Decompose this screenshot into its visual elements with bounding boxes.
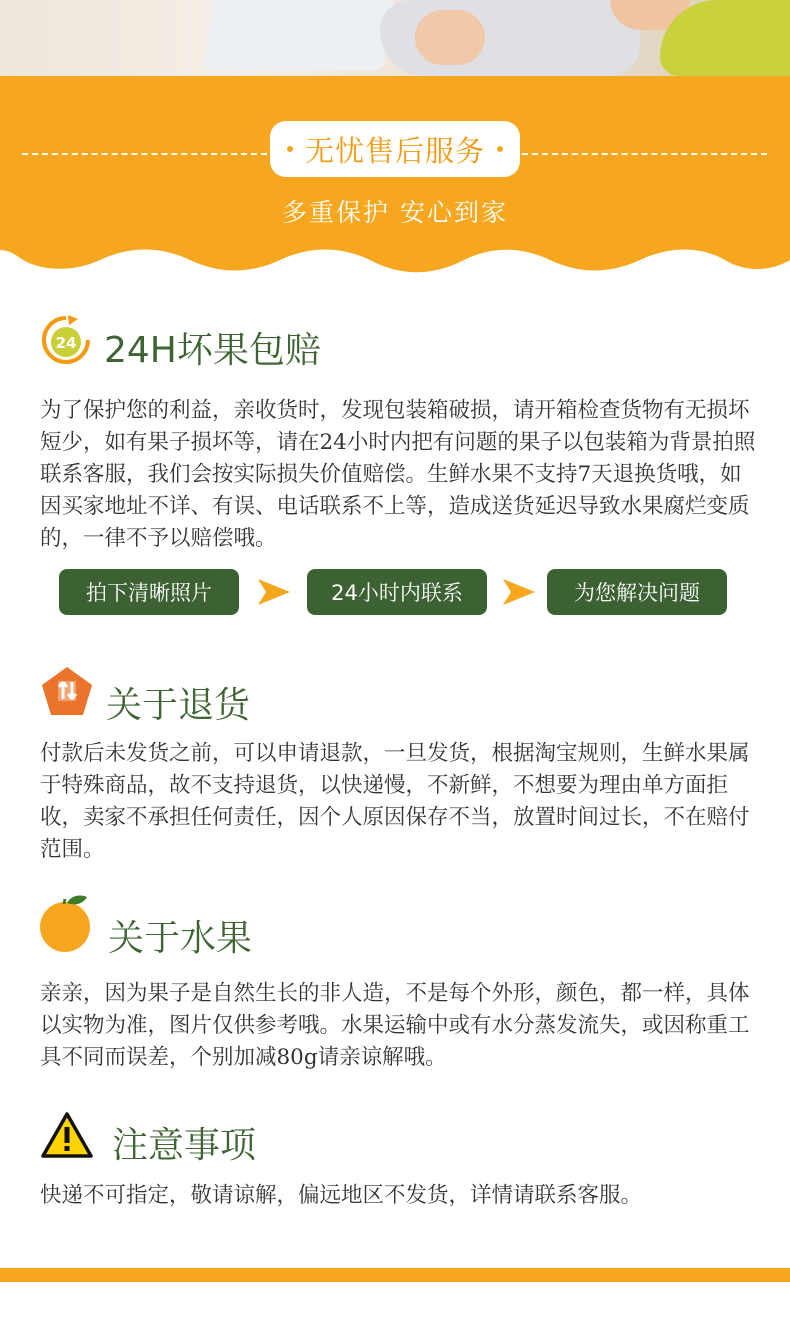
clock-icon-label: 24 [55,334,77,352]
section-body-notes: 快递不可指定，敬请谅解，偏远地区不发货，详情请联系客服。 [40,1183,643,1208]
section-heading-returns: 关于退货 [106,685,251,726]
section-body-compensation: 为了保护您的利益，亲收货时，发现包装箱破损，请开箱检查货物有无损坏短少，如有果子损坏等，请在24小时内把有问题的果子以包装箱为背景拍照联系客服，我们会按实际损失价值赔偿。生鲜水果不支持7天退换货哦，如因买家地址不详、有误、电话联系不上等，造成送货延迟导致水果腐烂变质的，一律不予以赔偿哦。 [40,398,756,551]
return-swap-icon [41,666,93,716]
arrow-right-icon [503,579,535,605]
step-take-photo: 拍下清晰照片 [59,569,239,615]
section-body-fruit: 亲亲，因为果子是自然生长的非人造，不是每个外形，颜色，都一样，具体以实物为准，图片仅供参考哦。水果运输中或有水分蒸发流失，或因称重工具不同而误差，个别加减80g请亲谅解哦。 [40,981,750,1070]
step-contact-24h: 24小时内联系 [307,569,487,615]
section-body-returns: 付款后未发货之前，可以申请退款，一旦发货，根据淘宝规则，生鲜水果属于特殊商品，故不支持退货，以快递慢，不新鲜，不想要为理由单方面拒收，卖家不承担任何责任，因个人原因保存不当，放置时间过长，不在赔付范围。 [40,741,750,862]
bottom-divider-bar [0,1268,790,1282]
section-heading-compensation: 24H坏果包赔 [104,330,321,371]
arrow-right-icon [258,579,290,605]
banner-title-pill [270,121,520,177]
laptop-shape [204,0,397,70]
warning-triangle-icon [41,1112,93,1158]
section-heading-notes: 注意事项 [112,1125,257,1166]
pill-dot-left [287,146,293,152]
header-photo [0,0,790,76]
banner-dash-left [22,153,267,155]
banner-scallop-edge [0,238,790,278]
banner-title: 无忧售后服务 [304,133,485,168]
banner-dash-right [522,153,767,155]
clock-24-icon [38,312,94,368]
banner-subtitle: 多重保护 安心到家 [282,198,508,227]
step-solve-problem: 为您解决问题 [547,569,727,615]
pill-dot-right [497,146,503,152]
section-heading-fruit: 关于水果 [108,918,253,959]
foot-shape [415,10,485,65]
orange-fruit-icon [37,893,93,953]
